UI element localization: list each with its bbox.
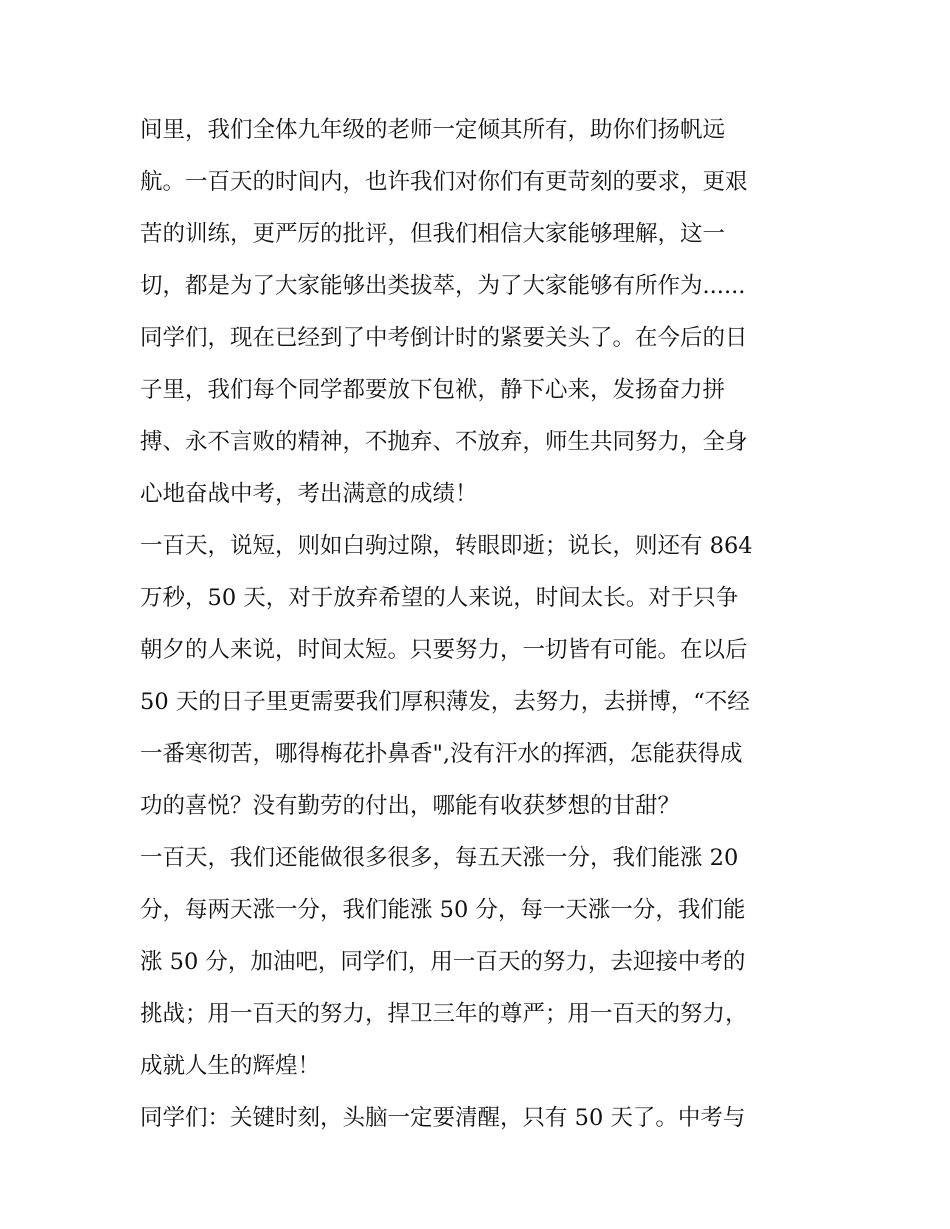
text-line: 一番寒彻苦，哪得梅花扑鼻香",没有汗水的挥洒，怎能获得成: [140, 741, 743, 767]
text-line: 挑战；用一百天的努力，捍卫三年的尊严；用一百天的努力，: [140, 1001, 748, 1027]
text-line: 一百天，我们还能做很多很多，每五天涨一分，我们能涨 20: [140, 845, 739, 871]
body-text: [140, 104, 820, 1144]
text-line: 子里，我们每个同学都要放下包袱，静下心来，发扬奋力拼: [140, 377, 726, 403]
text-line: 功的喜悦？没有勤劳的付出，哪能有收获梦想的甘甜？: [140, 793, 681, 819]
text-line: 航。一百天的时间内，也许我们对你们有更苛刻的要求，更艰: [140, 169, 748, 195]
text-line: 搏、永不言败的精神，不抛弃、不放弃，师生共同努力，全身: [140, 429, 748, 455]
text-line: 切，都是为了大家能够出类拔萃，为了大家能够有所作为......: [140, 273, 746, 299]
text-line: 同学们：关键时刻，头脑一定要清醒，只有 50 天了。中考与: [140, 1105, 746, 1131]
text-line: 间里，我们全体九年级的老师一定倾其所有，助你们扬帆远: [140, 117, 726, 143]
text-line: 分，每两天涨一分，我们能涨 50 分，每一天涨一分，我们能: [140, 897, 746, 923]
text-line: 涨 50 分，加油吧，同学们，用一百天的努力，去迎接中考的: [140, 949, 746, 975]
text-line: 一百天，说短，则如白驹过隙，转眼即逝；说长，则还有 864: [140, 533, 753, 559]
text-line: 苦的训练，更严厉的批评，但我们相信大家能够理解，这一: [140, 221, 726, 247]
text-line: 万秒，50 天，对于放弃希望的人来说，时间太长。对于只争: [140, 585, 739, 611]
text-line: 朝夕的人来说，时间太短。只要努力，一切皆有可能。在以后: [140, 637, 748, 663]
text-line: 50 天的日子里更需要我们厚积薄发，去努力，去拼博，“不经: [140, 689, 750, 715]
text-line: 成就人生的辉煌！: [140, 1053, 321, 1079]
text-line: 同学们，现在已经到了中考倒计时的紧要关头了。在今后的日: [140, 325, 748, 351]
text-line: 心地奋战中考，考出满意的成绩！: [140, 481, 478, 507]
